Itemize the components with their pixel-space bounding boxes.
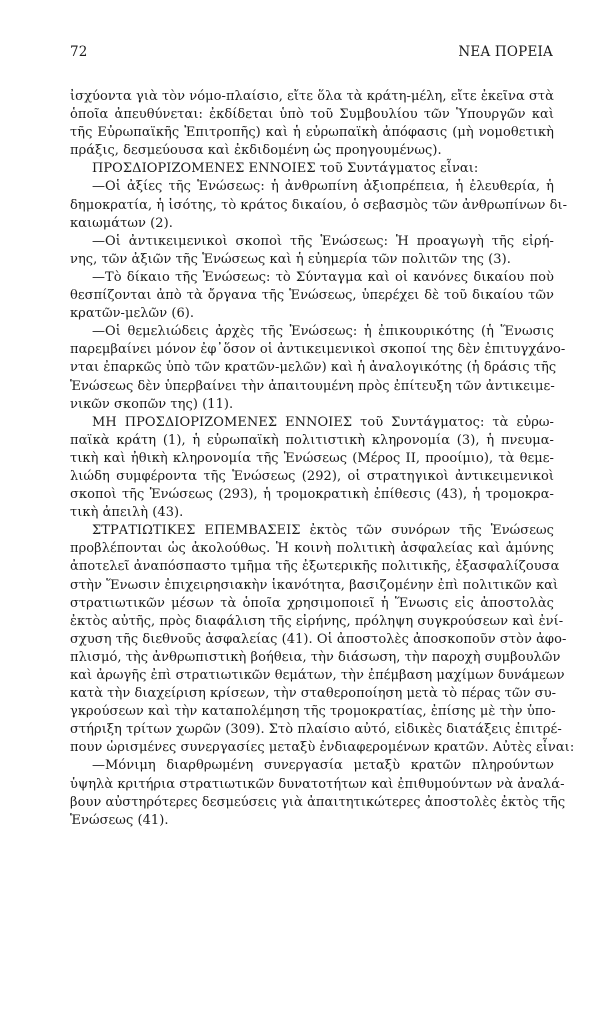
- text-line: ἐκτὸς αὐτῆς, πρὸς διαφάλιση τῆς εἰρήνης, πρόληψη συγκρούσεων καὶ ἐνί-: [70, 613, 564, 629]
- text-line: νικῶν σκοπῶν της) (11).: [70, 396, 234, 412]
- body-text: [70, 88, 575, 830]
- text-line: Ἑνώσεως δὲν ὑπερβαίνει τὴν ἀπαιτουμένη πρὸς ἐπίτευξη τῶν ἀντικειμε-: [70, 378, 555, 394]
- text-line: —Μόνιμη διαρθρωμένη συνεργασία μεταξὺ κρατῶν πληρούντων: [92, 758, 554, 774]
- text-line: καιωμάτων (2).: [70, 215, 173, 231]
- text-line: τικὴ ἀπειλὴ (43).: [70, 505, 184, 521]
- text-line: τικὴ καὶ ἠθικὴ κληρονομία τῆς Ἑνώσεως (Μέρος II, προοίμιο), τὰ θεμε-: [70, 450, 554, 466]
- page-number: 72: [70, 44, 88, 60]
- text-line: πράξις, δεσμεύουσα καὶ ἐκδιδομένη ὡς προηγουμένως).: [70, 143, 442, 159]
- text-line: τῆς Εὐρωπαϊκῆς Ἐπιτροπῆς) καὶ ἡ εὐρωπαϊκὴ ἀπόφασις (μὴ νομοθετικὴ: [70, 125, 554, 141]
- text-line: ἰσχύοντα γιὰ τὸν νόμο-πλαίσιο, εἴτε ὅλα τὰ κράτη-μέλη, εἴτε ἐκεῖνα στὰ: [70, 89, 554, 104]
- text-line: παρεμβαίνει μόνον ἐφ᾽ὅσον οἱ ἀντικειμενικοὶ σκοποί της δὲν ἐπιτυγχάνο-: [70, 342, 566, 358]
- text-line: ὑψηλὰ κριτήρια στρατιωτικῶν δυνατοτήτων καὶ ἐπιθυμούντων νὰ ἀναλά-: [70, 776, 565, 792]
- page-header: [70, 44, 553, 60]
- text-line: στήριξη τρίτων χωρῶν (309). Στὸ πλαίσιο αὐτό, εἰδικὲς διατάξεις ἐπιτρέ-: [70, 722, 562, 738]
- text-line: κατὰ τὴν διαχείριση κρίσεων, τὴν σταθεροποίηση μετὰ τὸ πέρας τῶν συ-: [70, 686, 557, 702]
- text-line: νης, τῶν ἀξιῶν τῆς Ἑνώσεως καὶ ἡ εὐημερία τῶν πολιτῶν της (3).: [70, 251, 511, 267]
- text-line: σκοποὶ τῆς Ἑνώσεως (293), ἡ τρομοκρατικὴ ἐπίθεσις (43), ἡ τρομοκρα-: [70, 487, 554, 503]
- text-line: γκρούσεων καὶ τὴν καταπολέμηση τῆς τρομοκρατίας, ἐπίσης μὲ τὴν ὑπο-: [70, 704, 556, 720]
- text-line: κρατῶν-μελῶν (6).: [70, 306, 195, 322]
- text-line: στὴν Ἕνωσιν ἐπιχειρησιακὴν ἱκανότητα, βασιζομένην ἐπὶ πολιτικῶν καὶ: [70, 577, 559, 593]
- text-line: δημοκρατία, ἡ ἰσότης, τὸ κράτος δικαίου, ὁ σεβασμὸς τῶν ἀνθρωπίνων δι-: [70, 197, 568, 213]
- text-line: ΜΗ ΠΡΟΣΔΙΟΡΙΖΟΜΕΝΕΣ ΕΝΝΟΙΕΣ τοῦ Συντάγματος: τὰ εὐρω-: [92, 414, 554, 430]
- text-line: πλισμό, τὴς ἀνθρωπιστικὴ βοήθεια, τὴν διάσωση, τὴν παροχὴ συμβουλῶν: [70, 649, 561, 665]
- text-line: —Οἱ ἀξίες τῆς Ἑνώσεως: ἡ ἀνθρωπίνη ἀξιοπρέπεια, ἡ ἐλευθερία, ἡ: [92, 179, 554, 195]
- text-line: ἀποτελεῖ ἀναπόσπαστο τμῆμα τῆς ἐξωτερικῆς πολιτικῆς, ἐξασφαλίζουσα: [70, 559, 560, 575]
- text-line: ὁποῖα ἀπευθύνεται: ἐκδίδεται ὑπὸ τοῦ Συμβουλίου τῶν Ὑπουργῶν καὶ: [70, 107, 554, 123]
- text-line: νται ἐπαρκῶς ὑπὸ τῶν κρατῶν-μελῶν) καὶ ἡ ἀναλογικότης (ἡ δράσις τῆς: [70, 360, 557, 376]
- text-line: Ἑνώσεως (41).: [70, 812, 169, 828]
- text-line: θεσπίζονται ἀπὸ τὰ ὄργανα τῆς Ἑνώσεως, ὑπερέχει δὲ τοῦ δικαίου τῶν: [70, 288, 554, 304]
- text-line: σχυση τῆς διεθνοῦς ἀσφαλείας (41). Οἱ ἀποστολὲς ἀποσκοποῦν στὸν ἀφο-: [70, 631, 567, 647]
- running-title: ΝΕΑ ΠΟΡΕΙΑ: [458, 44, 553, 60]
- text-line: λιώδη συμφέροντα τῆς Ἑνώσεως (292), οἱ στρατηγικοὶ ἀντικειμενικοὶ: [70, 468, 554, 484]
- text-line: στρατιωτικῶν μέσων τὰ ὁποῖα χρησιμοποιεῖ ἡ Ἕνωσις εἰς ἀποστολὰς: [70, 595, 554, 611]
- text-line: παϊκὰ κράτη (1), ἡ εὐρωπαϊκὴ πολιτιστικὴ κληρονομία (3), ἡ πνευμα-: [70, 432, 554, 448]
- text-line: ΠΡΟΣΔΙΟΡΙΖΟΜΕΝΕΣ ΕΝΝΟΙΕΣ τοῦ Συντάγματος εἶναι:: [92, 161, 479, 177]
- text-line: —Οἱ ἀντικειμενικοὶ σκοποὶ τῆς Ἑνώσεως: Ἡ προαγωγὴ τῆς εἰρή-: [92, 233, 554, 249]
- text-line: ΣΤΡΑΤΙΩΤΙΚΕΣ ΕΠΕΜΒΑΣΕΙΣ ἐκτὸς τῶν συνόρων τῆς Ἑνώσεως: [92, 523, 554, 539]
- text-line: —Τὸ δίκαιο τῆς Ἑνώσεως: τὸ Σύνταγμα καὶ οἱ κανόνες δικαίου ποὺ: [92, 269, 554, 285]
- text-line: καὶ ἀρωγῆς ἐπὶ στρατιωτικῶν θεμάτων, τὴν ἐπέμβαση μαχίμων δυνάμεων: [70, 668, 565, 683]
- text-line: πουν ὡρισμένες συνεργασίες μεταξὺ ἐνδιαφερομένων κρατῶν. Αὐτὲς εἶναι:: [70, 740, 575, 756]
- text-line: προβλέπονται ὡς ἀκολούθως. Ἡ κοινὴ πολιτικὴ ἀσφαλείας καὶ ἀμύνης: [70, 541, 554, 557]
- text-line: βουν αὐστηρότερες δεσμεύσεις γιὰ ἀπαιτητικώτερες ἀποστολὲς ἐκτὸς τῆς: [70, 794, 566, 810]
- text-line: —Οἱ θεμελιώδεις ἀρχὲς τῆς Ἑνώσεως: ἡ ἐπικουρικότης (ἡ Ἕνωσις: [92, 324, 554, 340]
